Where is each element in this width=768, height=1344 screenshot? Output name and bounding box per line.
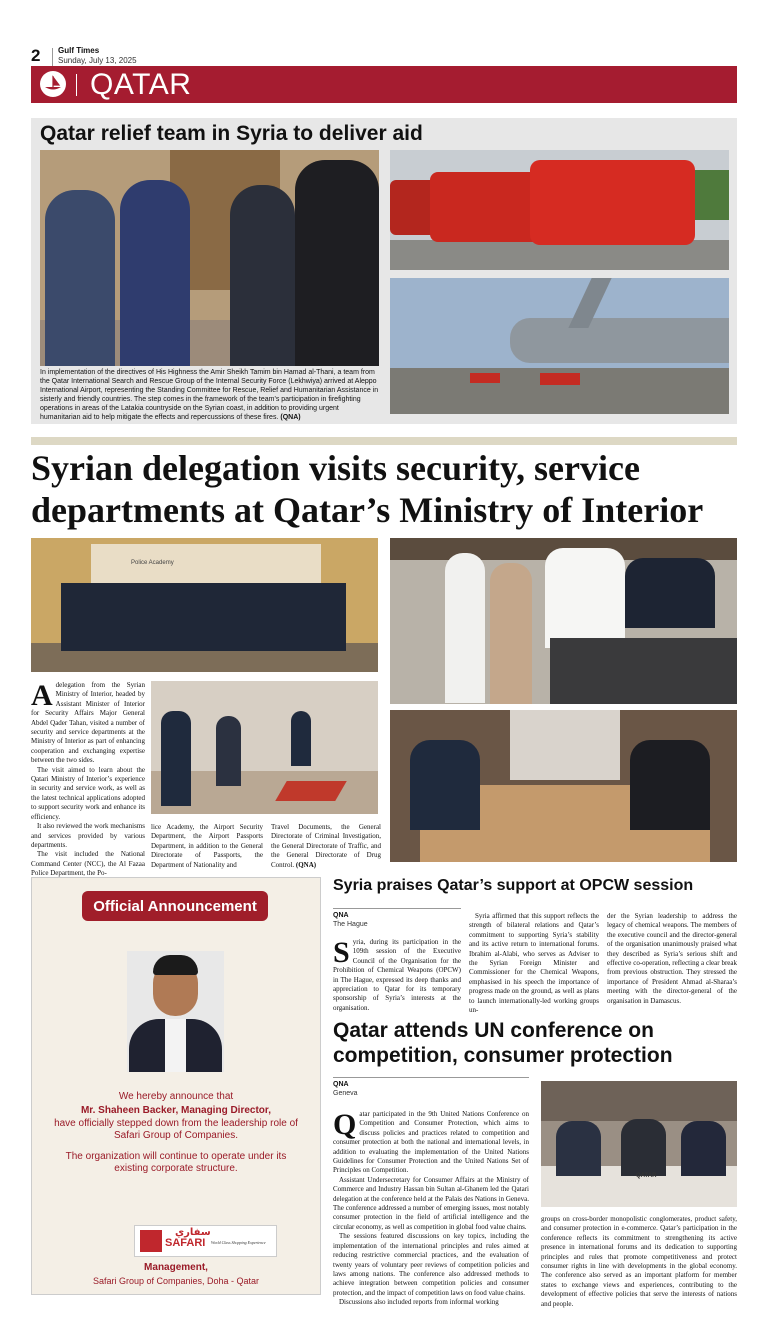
page-number: 2 xyxy=(31,46,41,65)
relief-team-photo xyxy=(40,150,379,366)
story-delegation-headline: Syrian delegation visits security, service departments at Qatar’s Ministry of Interior xyxy=(31,448,704,530)
un-rule xyxy=(333,1077,529,1078)
ad-sign-2: Safari Group of Companies, Doha - Qatar xyxy=(92,1276,260,1286)
meeting-room-photo xyxy=(390,710,737,862)
delegation-column-3 xyxy=(271,823,381,870)
opcw-dropcap: S xyxy=(333,936,350,969)
un-dropcap: Q xyxy=(333,1108,357,1141)
relief-photo-caption xyxy=(40,368,380,422)
delegation-para-2: The visit aimed to learn about the Qatari Ministry of Interior’s experience in security and service work, as well as the latest technical applications adopted to support security work and enhance its efficiency. xyxy=(31,765,145,821)
cargo-plane-photo xyxy=(390,278,729,414)
ad-name: Mr. Shaheen Backer, xyxy=(80,1105,179,1116)
un-para-4: Discussions also included reports from informal working xyxy=(339,1298,499,1307)
police-academy-group-photo xyxy=(31,538,378,672)
un-para-1: atar participated in the 9th United Nations Conference on Competition and Consumer Protection, which aims to discuss policies and practices related to competition and consumer protection at both the national and international levels, in addition to evaluating the implementation of the United Nations Guidelines for Consumer Protection and the United Nations Set of Principles on Competition. xyxy=(333,1110,529,1175)
safari-logo-mark-icon xyxy=(140,1230,162,1252)
ad-line-3: have officially stepped down from the leadership role of Safari Group of Companies. xyxy=(54,1118,298,1141)
un-para-3: The sessions featured discussions on key topics, including the implementation of the international principles and rules aimed at reducing restrictive commercial practices, and the evaluation of twenty years of voluntary peer reviews of competition policies and laws among nations. The conference also addressed methods to achieve integration between competition policies and consumer protection, and the impact of competition laws on food value chains. xyxy=(333,1232,529,1297)
opcw-byline-place: The Hague xyxy=(333,921,368,928)
opcw-col1-text: yria, during its participation in the 109th session of the Executive Council of the Organisation for the Prohibition of Chemical Weapons (OPCW) in The Hague, expressed its deep thanks and appreciation to Qatar for its temporary sponsorship of Syria’s interests at the organisation. xyxy=(333,938,461,1012)
publication-date: Sunday, July 13, 2025 xyxy=(58,56,137,65)
fire-trucks-photo xyxy=(390,150,729,270)
ad-role: Managing Director, xyxy=(178,1105,272,1116)
un-byline-agency: QNA xyxy=(333,1081,349,1088)
delegation-para-1: delegation from the Syrian Ministry of Interior, headed by Assistant Minister of Interior for Security Affairs Major General Abdel Qader Tahan, visited a number of security and service departments at the Ministry of Interior as part of enhancing cooperation and exchanging expertise between the two sides. xyxy=(31,681,145,765)
police-academy-sign: Police Academy xyxy=(131,560,174,566)
safari-logo-arabic: سفاري xyxy=(175,1227,211,1238)
un-conference-photo xyxy=(541,1081,737,1207)
dhow-logo-icon xyxy=(40,71,66,97)
portrait-photo xyxy=(127,951,224,1072)
delegation-para-4: The visit included the National Command Center (NCC), the Al Fazaa Police Department, the Po- xyxy=(31,850,145,878)
un-placard: QATAR xyxy=(636,1173,657,1179)
opcw-column-1 xyxy=(333,938,461,1013)
un-column-2: groups on cross-border monopolistic conglomerates, product safety, and consumer protection in e-commerce. Qatar’s participation in the conference reflects its commitment to strengthening its active presence in international forums and its dedication to supporting principles and rules that promote competitiveness and protect consumer rights in line with developments in the global economy. The conference also served as an important platform for member states to exchange views and experiences, contributing to the development of effective policies that serve the interests of nations and people. xyxy=(541,1215,737,1308)
delegation-column-1 xyxy=(31,681,145,879)
story-opcw-headline: Syria praises Qatar’s support at OPCW session xyxy=(333,877,694,894)
ad-line-1: We hereby announce that xyxy=(118,1091,234,1102)
section-title: QATAR xyxy=(90,68,192,101)
opcw-byline-agency: QNA xyxy=(333,912,349,919)
ncc-visit-photo xyxy=(390,538,737,704)
opcw-rule xyxy=(333,908,461,909)
opcw-column-2: Syria affirmed that this support reflects the strength of bilateral relations and Qatar’s commitment to supporting Syria’s stability and its active return to international forums. Ibrahim al-Alabi, who serves as Adviser to the Syrian Foreign Minister and Commissioner for the Chemical Weapons, emphasised in his speech the importance of progress made on the ground, as well as plans to launch internationally-led working groups un- xyxy=(469,912,599,1015)
delegation-dropcap: A xyxy=(31,679,53,712)
un-byline-place: Geneva xyxy=(333,1090,358,1097)
delegation-credit: (QNA) xyxy=(295,860,317,869)
airport-hall-photo xyxy=(151,681,378,814)
delegation-column-2: lice Academy, the Airport Security Department, the Airport Passports Department, in addition to the General Directorate of Passports, the Department of Nationality and xyxy=(151,823,263,869)
un-column-1 xyxy=(333,1110,529,1308)
ad-line-4: The organization will continue to operate under its existing corporate structure. xyxy=(65,1151,287,1174)
safari-logo-tagline: World Class Shopping Experience xyxy=(211,1240,266,1245)
publication-name: Gulf Times xyxy=(58,46,100,55)
safari-logo-text: SAFARI xyxy=(165,1237,206,1249)
opcw-column-3: der the Syrian leadership to address the legacy of chemical weapons. The members of the executive council and the director-general of the organisation unanimously praised what they described as Syria’s serious shift and effective co-operation, reflecting a clear break from previous obstruction. They stressed the importance of President Ahmad al-Sharaa’s meeting with the director-general of the organisation in Damascus. xyxy=(607,912,737,1005)
safari-logo xyxy=(134,1225,277,1257)
ad-name-line xyxy=(31,1105,321,1117)
relief-caption-text: In implementation of the directives of His Highness the Amir Sheikh Tamim bin Hamad al-Thani, a team from the Qatar International Search and Rescue Group of the Internal Security Force (Lekhwiya) arrived at Aleppo International Airport, representing the Standing Committee for Rescue, Relief and Humanitarian Assistance in sisterly and friendly countries. The step comes in the framework of the team's participation in firefighting operations in areas of the Latakia countryside on the Syrian coast, in addition to providing urgent humanitarian aid to help mitigate the effects and repercussions of these fires. xyxy=(40,369,379,421)
relief-caption-credit: (QNA) xyxy=(280,414,301,421)
ad-sign-1: Management, xyxy=(144,1262,208,1273)
banner-divider xyxy=(76,74,77,96)
delegation-col3-text: Travel Documents, the General Directorate of Criminal Investigation, the General Directorate of Traffic, and the General Directorate of Drug Control. xyxy=(271,823,381,869)
un-para-2: Assistant Undersecretary for Consumer Affairs at the Ministry of Commerce and Industry Hassan bin Sultan al-Ghanem led the Qatari delegation at the conference held at the Palais des Nations in Geneva. The conference addressed a number of emerging issues, most notably consumer protection in the field of artificial intelligence and the circular economy, as well as competition in global food value chains. xyxy=(333,1175,529,1231)
story-relief-headline: Qatar relief team in Syria to deliver aid xyxy=(40,122,423,145)
masthead-divider xyxy=(52,48,53,66)
announcement-title: Official Announcement xyxy=(82,891,268,921)
section-divider-rule xyxy=(31,437,737,445)
story-un-conference-headline: Qatar attends UN conference on competition, consumer protection xyxy=(333,1019,673,1067)
delegation-para-3: It also reviewed the work mechanisms and services provided by various departments. xyxy=(31,822,145,849)
